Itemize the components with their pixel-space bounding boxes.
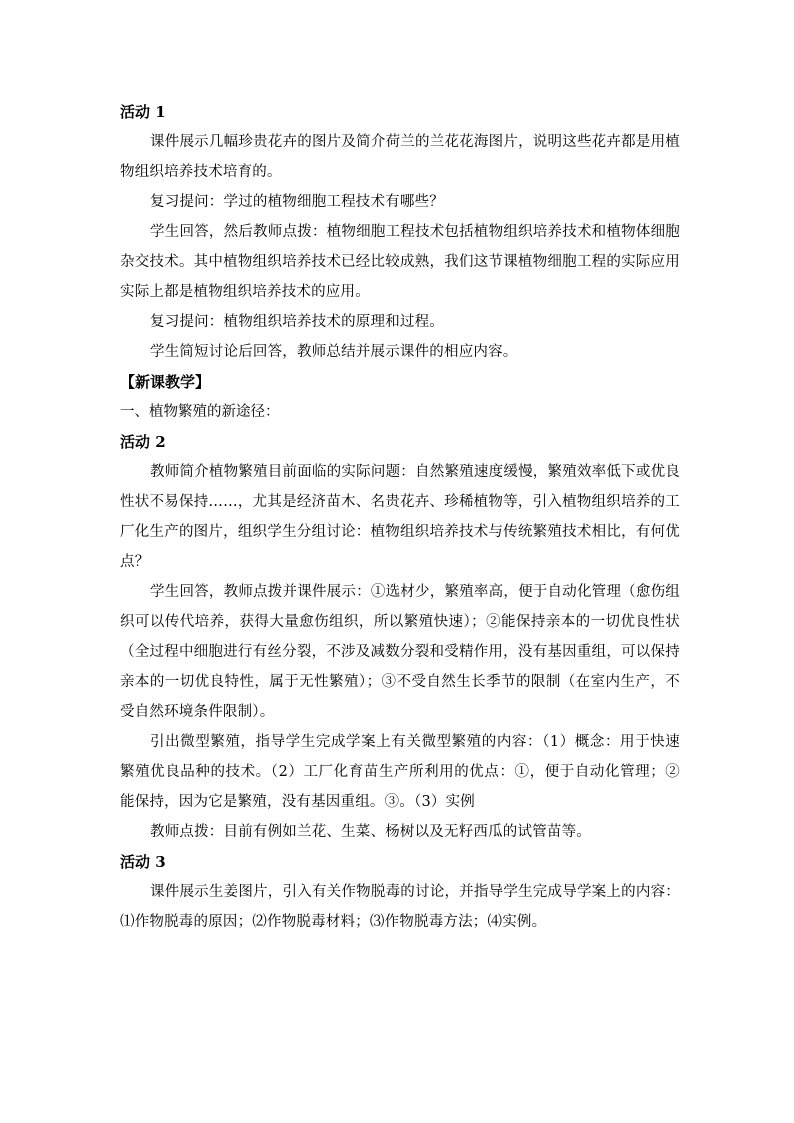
activity1-heading: 活动 1 — [120, 103, 166, 121]
activity2-paragraph-2: 学生回答，教师点拨并课件展示：①选材少，繁殖率高，便于自动化管理（愈伤组织可以传代培养，获得大量愈伤组织，所以繁殖快速）；②能保持亲本的一切优良性状（全过程中细胞进行有丝分裂，不涉及减数分裂和受精作用，没有基因重组，可以保持亲本的一切优良特性，属于无性繁殖）；③不受自然生长季节的限制（在室内生产，不受自然环境条件限制）。 — [120, 584, 680, 720]
activity2-paragraph-1: 教师简介植物繁殖目前面临的实际问题：自然繁殖速度缓慢，繁殖效率低下或优良性状不易保持……，尤其是经济苗木、名贵花卉、珍稀植物等，引入植物组织培养的工厂化生产的图片，组织学生分组讨论：植物组织培养技术与传统繁殖技术相比，有何优点？ — [120, 464, 680, 570]
activity1-paragraph-2: 复习提问：学过的植物细胞工程技术有哪些？ — [150, 194, 444, 210]
section1-title: 一、植物繁殖的新途径： — [120, 404, 280, 420]
activity3-paragraph-1: 课件展示生姜图片，引入有关作物脱毒的讨论，并指导学生完成导学案上的内容：⑴作物脱毒的原因；⑵作物脱毒材料；⑶作物脱毒方法；⑷实例。 — [120, 884, 680, 930]
new-lesson-heading: 【新课教学】 — [120, 373, 211, 391]
activity2-paragraph-3: 引出微型繁殖，指导学生完成学案上有关微型繁殖的内容：（1）概念：用于快速繁殖优良品种的技术。（2）工厂化育苗生产所利用的优点：①，便于自动化管理；②能保持，因为它是繁殖，没有基因重组。③。（3）实例 — [120, 734, 680, 810]
activity1-paragraph-4: 复习提问：植物组织培养技术的原理和过程。 — [150, 314, 444, 330]
activity1-paragraph-1: 课件展示几幅珍贵花卉的图片及简介荷兰的兰花花海图片，说明这些花卉都是用植物组织培养技术培育的。 — [120, 134, 680, 180]
document-page — [120, 97, 680, 937]
activity1-paragraph-3: 学生回答，然后教师点拨：植物细胞工程技术包括植物组织培养技术和植物体细胞杂交技术。其中植物组织培养技术已经比较成熟，我们这节课植物细胞工程的实际应用实际上都是植物组织培养技术的应用。 — [120, 224, 680, 300]
activity1-paragraph-5: 学生简短讨论后回答，教师总结并展示课件的相应内容。 — [150, 344, 518, 360]
activity2-heading: 活动 2 — [120, 433, 166, 451]
activity2-paragraph-4: 教师点拨：目前有例如兰花、生菜、杨树以及无籽西瓜的试管苗等。 — [150, 824, 591, 840]
activity3-heading: 活动 3 — [120, 853, 166, 871]
